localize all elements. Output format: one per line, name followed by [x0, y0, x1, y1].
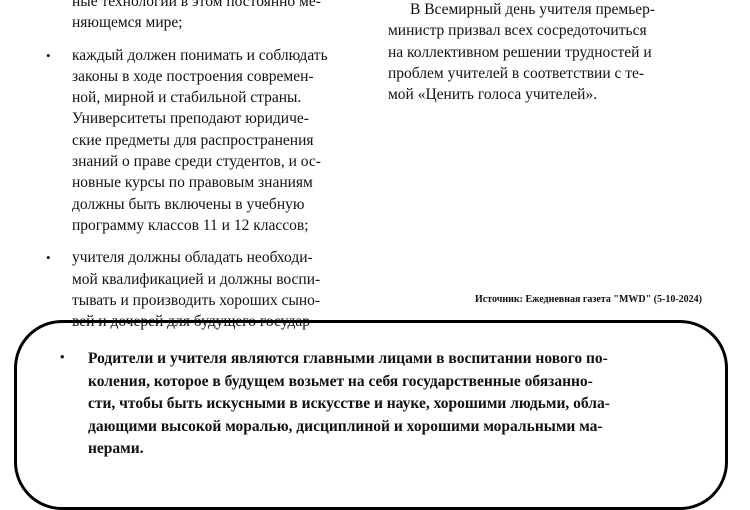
text-line: вей и дочерей для будущего государ- — [72, 313, 316, 331]
list-item — [44, 45, 366, 237]
source-citation: Источник: Ежедневная газета "MWD" (5-10-2024) — [474, 294, 702, 305]
callout-text — [88, 348, 688, 461]
text-line: новные курсы по правовым знаниям — [72, 174, 313, 192]
text-line: министр призвал всех сосредоточиться — [388, 22, 647, 40]
text-line: В Всемирный день учителя премьер- — [410, 1, 656, 18]
left-column — [44, 0, 366, 343]
text-line: проблем учителей в соответствии с те- — [388, 64, 645, 82]
bullet-icon: • — [46, 47, 51, 63]
text-line: ной, мирной и стабильной страны. — [72, 89, 302, 107]
text-line: нерами. — [88, 440, 144, 457]
text-line: мой квалификацией и должны воспи- — [72, 270, 321, 288]
text-line: дающими высокой моралью, дисциплиной и хорошими моральными ма- — [88, 417, 603, 435]
text-line: законы в ходе построения современ- — [72, 67, 314, 85]
text-line: учителя должны обладать необходи- — [72, 249, 313, 267]
text-line: мой «Ценить голоса учителей». — [388, 86, 598, 104]
text-line: коления, которое в будущем возьмет на себя государственные обязанно- — [88, 372, 593, 390]
list-item-continued — [44, 0, 366, 34]
text-line: на коллективном решении трудностей и — [388, 43, 652, 61]
text-line: Родители и учителя являются главными лицами в воспитании нового по- — [88, 350, 608, 367]
text-line: программу классов 11 и 12 классов; — [72, 216, 309, 234]
paragraph — [388, 0, 702, 20]
text-line: ные технологии в этом постоянно ме- — [72, 0, 321, 10]
text-line: няющемся мире; — [72, 14, 183, 32]
text-line: тывать и производить хороших сыно- — [72, 291, 321, 309]
bullet-icon: • — [60, 349, 65, 364]
right-column — [388, 0, 702, 105]
text-line: каждый должен понимать и соблюдать — [72, 46, 328, 64]
text-line: ские предметы для распространения — [72, 131, 314, 149]
text-line: сти, чтобы быть искусными в искусстве и науке, хорошими людьми, обла- — [88, 395, 610, 412]
text-line: должны быть включены в учебную — [72, 195, 305, 213]
text-line: Университеты преподают юридиче- — [72, 110, 309, 128]
bullet-icon: • — [46, 250, 51, 266]
text-line: знаний о праве среди студентов, и ос- — [72, 153, 321, 171]
